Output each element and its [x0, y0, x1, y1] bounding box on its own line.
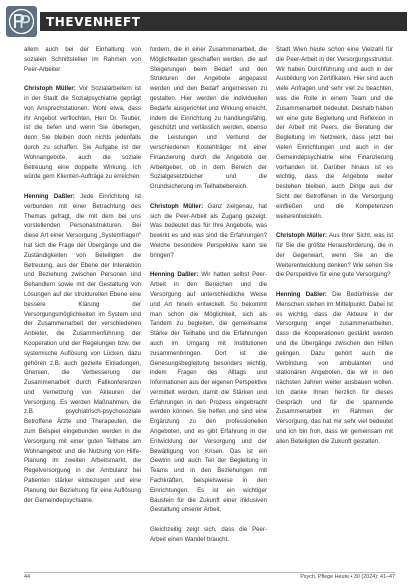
speaker-name: Christoph Müller:	[150, 202, 204, 210]
paragraph-text: fordern, die in einer Zusammenarbeit, die Möglichkeiten geschaffen werden, die auf Steigerungen beim Bedarf und den Strukturen der Angebote angepasst werden und den Bedarf angemessen zu gestalten. Hier werden die individuellen Bedarfe ausgerichtet und Wirkung erreicht, indem die Einrichtung zu handlungsfähig, geschützt und verlässlich werden, ebenso die Leistungen und Verbund der verschiedenen Kostenträger mit einer Finanzierung durch die Angebote der Arbeitgeber, ob in dem Bereich der Sozialgesetzbücher und die Grundsicherung im Teilhabebereich.	[150, 46, 267, 191]
page-footer	[24, 574, 395, 583]
paragraph	[150, 45, 267, 192]
paragraph-text: Ganz zielgenau, hat sich die Peer-Arbeit als Zugang gezeigt. Was bedeutet das für Ihre Angebote, was bewirkt es und was sind die Erfahrungen? Welche besondere Perspektive kann sie bringen?	[150, 202, 267, 259]
text-column	[150, 45, 267, 565]
speaker-name: Henning Daßler:	[150, 271, 199, 279]
paragraph	[24, 192, 141, 506]
article-body	[24, 45, 395, 565]
section-header-bar	[40, 12, 407, 31]
paragraph	[24, 84, 141, 182]
paragraph	[24, 45, 141, 74]
text-column	[24, 45, 141, 565]
paragraph-text: Jede Einrichtung ist verbunden mit einer Betrachtung des Themas gefragt, die mit dem bei uns vorstellenden Personalstrukturen. Bei diese Art einer Versorgung „Systemfragen“ hat sich die Frage der Übergänge und die Zuständigkeiten von Beteiligten die Betreuung, aus der Ebene der Interaktion und Beziehung zwischen Personen und Behandlern sowie mit der Gestaltung von Lösungen auf der strukturellen Ebene eine bessere Klärung der Versorgungsmöglichkeiten im System und der Zusammenarbeit der verschiedenen Anbieter, die Zusammenführung der Kooperation und der Regelungen bzw. der systemische Auflösung von Lücken, dazu gehören z.B. auch gezielte Einladungen, Gremien, die Verbesserung der Zusammenarbeit durch Fallkonferenzen und Vernetzung von Akteuren der Versorgung. Es werden Maßnahmen, die z.B. psychiatrisch-psychosoziale Betroffene Ärzte und Therapeuten, die zum Beispiel eingebunden werden in die Versorgung mit einer guten Teilhabe am Wohnangebot und die Nutzung von Hilfe-Planung im zweiten Arbeitsmarkt, die Regelversorgung in der Ambulanz bei Patienten stärker einbezogen und eine Planung der Beziehung für eine Auflösung der Gemeindepsychiatrie.	[24, 192, 141, 504]
speaker-name: Henning Daßler:	[24, 192, 75, 200]
paragraph-text: Gleichzeitig zeigt sich, dass die Peer-Arbeit einen Wandel braucht.	[150, 526, 267, 543]
speaker-name: Christoph Müller:	[276, 232, 327, 240]
paragraph	[150, 202, 267, 261]
paragraph-text: Vor Sozialarbeitern ist in der Stadt die Sozialpsychiatrie geprägt von Ansprechstationen. Wohl etwa, dass ihr Angebot verflochten, Herr Dr. Teuber, ist die tiefen und wenn Sie überlegen, denn Sie bleiben doch nichts jedenfalls durch zu schaffen. Sie Aufgabe ist der Wohnangebote, auch die soziale Betreuung eine doppelte Wirkung. Ich würde gern Klienten-Aufträge zu erreichen.	[24, 85, 141, 181]
text-column	[276, 45, 393, 565]
speaker-name: Christoph Müller:	[24, 85, 76, 93]
paragraph-text: allem auch bei der Einhaltung von sozialen Schnittstellen im Rahmen von Peer-Arbeiter	[24, 46, 141, 73]
paragraph-text: Aus Ihrer Sicht, was ist für Sie die größte Herausforderung, die in der Gegenwart, wenn Sie an die Weiterentwicklung denken? Wie sehen Sie die Perspektive für eine gute Versorgung?	[276, 232, 393, 279]
footer-divider	[24, 572, 395, 573]
page-number: 44	[24, 574, 30, 580]
section-title: THEVENHEFT	[46, 14, 141, 29]
paragraph	[150, 270, 267, 515]
paragraph	[276, 290, 393, 447]
paragraph-text: Wir hatten selbst Peer-Arbeit in den Bereichen und die Versorgung auf unterschiedliche Weise und Art hinein entwickelt. So bekommt man schon die Möglichkeit, sich als Tandem zu begleiten, die gemeinsame Stärke der Teilhabe und die Erfahrungen auch im Umgang mit Institutionen zusammenbringen. Dort ist die Genesungsbegleitung besonders wichtig, indem Fragen des Alltags und Informationen aus der eigenen Perspektive vermittelt werden, damit die Stärken und Erfahrungen in den Prozess eingebracht werden können. Sie helfen und sind eine Ergänzung zu den professionellen Angeboten, und es gibt Erfahrung in der Entwicklung der Versorgung und der Bewältigung von Krisen. Das ist ein Gewinn und auch Teil der Begleitung in Teams und in den Beziehungen mit Fachkräften, beispielsweise in den Einrichtungen. Es ist ein wichtiger Baustein für die Zukunft einer inklusiven Gestaltung unserer Arbeit.	[150, 271, 267, 514]
speaker-name: Henning Daßler:	[276, 290, 327, 298]
paragraph	[150, 525, 267, 545]
paragraph-text: Stadt Wien heute schon eine Vielzahl für die Peer-Arbeit in der Versorgungsstruktur. Wir haben Durchführung und auch in der Ausbildung von Zertifikaten. Hier sind auch viele Anfragen und sehr viel zu beachten, was die Rolle in einem Team und die Zusammenarbeit bedeutet. Deshalb haben wir eine gute Begleitung und Reflexion in der Arbeit mit Peers, die Beratung der Begleitung im Netzwerk, dass jetzt bei vielen Einrichtungen und auch in der Gemeindepsychiatrie eine Finanzierung vorhanden ist. Darüber hinaus ist es wichtig, dass die Angebote weiter bestehen bleiben, auch Dinge aus der Sicht der Betroffenen in die Versorgung einfließen und die Kompetenzen weiterentwickeln.	[276, 46, 393, 220]
journal-logo	[6, 6, 37, 37]
journal-citation: Psych. Pflege Heute • 30 (2024): 41–47	[300, 574, 395, 580]
paragraph	[276, 231, 393, 280]
paragraph-text: Die Bedürfnisse der Menschen stehen im Mittelpunkt. Dabei ist es wichtig, dass die Akteure in der Versorgung enger zusammenarbeiten, dass die Kooperationen gestärkt werden und die Übergänge zwischen den Hilfen gelingen. Dazu gehört auch die Verbindung von ambulanten und stationären Angeboten, die wir in den nächsten Jahren weiter ausbauen wollen. Ich danke Ihnen herzlich für dieses Gespräch und für die spannende Zusammenarbeit im Rahmen der Versorgung, das hat mir sehr viel bedeutet und ich bin froh, dass wir gemeinsam mit allen Beteiligten die Zukunft gestalten.	[276, 290, 393, 445]
paragraph	[276, 45, 393, 221]
